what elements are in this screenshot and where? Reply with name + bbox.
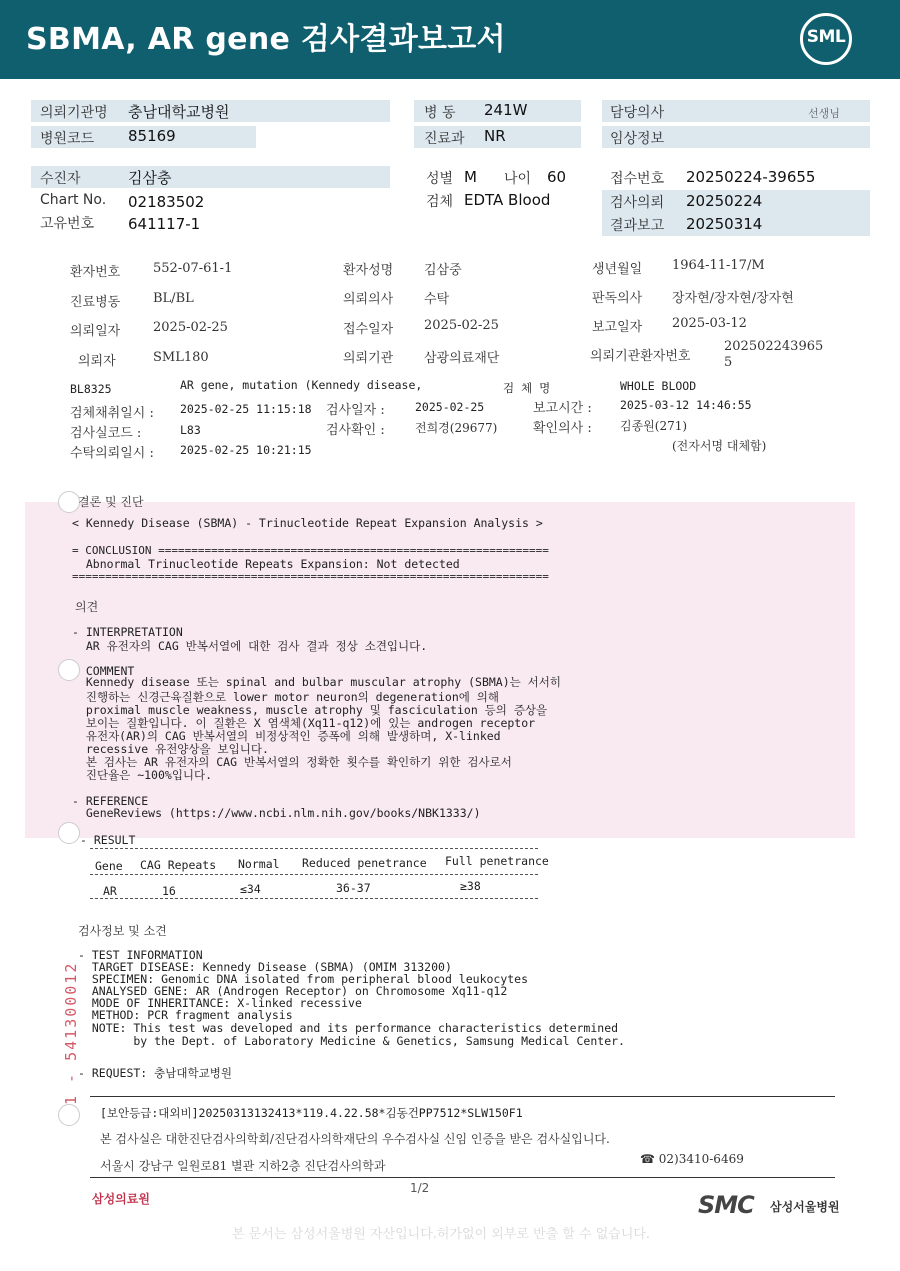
certification-text: 본 검사실은 대한진단검사의학회/진단검사의학재단의 우수검사실 신임 인증을 받은 검사실입니다. bbox=[100, 1132, 610, 1146]
interp-head: - INTERPRETATION bbox=[72, 625, 183, 639]
comment-head: COMMENT bbox=[72, 664, 135, 678]
request-date-value: 20250224 bbox=[686, 192, 763, 210]
confirm-doc-label: 확인의사 : bbox=[533, 421, 592, 436]
bl-code: BL8325 bbox=[70, 382, 112, 396]
institution-value: 충남대학교병원 bbox=[128, 103, 230, 121]
conclusion-head: = CONCLUSION =========================================================== bbox=[72, 544, 549, 557]
name-value: 김삼중 bbox=[424, 263, 462, 278]
result-col-full: Full penetrance bbox=[445, 854, 549, 868]
esign-note: (전자서명 대체함) bbox=[672, 439, 767, 453]
page-number: 1/2 bbox=[410, 1181, 430, 1195]
reader-label: 판독의사 bbox=[592, 291, 643, 306]
specimen-name-label: 검 체 명 bbox=[503, 381, 551, 395]
requester-label: 의뢰자 bbox=[78, 354, 116, 369]
dob-label: 생년월일 bbox=[592, 262, 643, 277]
dept-label: 진료과 bbox=[424, 131, 465, 147]
institution-label: 의뢰기관명 bbox=[40, 105, 108, 121]
conclusion-text: Abnormal Trinucleotide Repeats Expansion: Not detected bbox=[72, 557, 460, 571]
comment-line: 보이는 질환입니다. 이 질환은 X 염색체(Xq11-q12)에 있는 androgen receptor bbox=[72, 716, 536, 730]
page-title: SBMA, AR gene 검사결과보고서 bbox=[26, 22, 506, 57]
reference-text: GeneReviews (https://www.ncbi.nlm.nih.gov/books/NBK1333/) bbox=[72, 806, 481, 820]
comment-line: 진단율은 ~100%입니다. bbox=[72, 768, 213, 782]
result-cell-full: ≥38 bbox=[460, 879, 481, 893]
interp-text: AR 유전자의 CAG 반복서열에 대한 검사 결과 정상 소견입니다. bbox=[72, 639, 428, 653]
test-info-line: by the Dept. of Laboratory Medicine & Genetics, Samsung Medical Center. bbox=[78, 1034, 625, 1048]
report-time-label: 보고시간 : bbox=[533, 401, 592, 416]
test-info-line: - TEST INFORMATION bbox=[78, 948, 203, 962]
patno-value: 552-07-61-1 bbox=[153, 261, 233, 276]
clinic-value: BL/BL bbox=[153, 291, 194, 306]
confirm-doc-value: 김종원(271) bbox=[620, 419, 688, 433]
req-inst-label: 의뢰기관 bbox=[343, 351, 394, 366]
sex-value: M bbox=[464, 168, 477, 186]
id-label: 고유번호 bbox=[40, 216, 95, 232]
samsung-medical-logo: 삼성의료원 bbox=[92, 1192, 150, 1206]
result-cell-reduced: 36-37 bbox=[336, 881, 371, 895]
room-value: L83 bbox=[180, 423, 201, 437]
req-doc-value: 수탁 bbox=[424, 292, 450, 307]
conclusion-rule: ======================================================================== bbox=[72, 570, 549, 583]
consign-value: 2025-02-25 10:21:15 bbox=[180, 443, 312, 457]
report-time-value: 2025-03-12 14:46:55 bbox=[620, 398, 752, 412]
result-col-cag: CAG Repeats bbox=[140, 858, 217, 872]
req-date-value: 2025-02-25 bbox=[153, 320, 228, 335]
rec-date-value: 2025-02-25 bbox=[424, 318, 499, 333]
punch-hole bbox=[58, 1104, 80, 1126]
hospital-code-label: 병원코드 bbox=[40, 131, 95, 147]
rep-date-value: 2025-03-12 bbox=[672, 316, 747, 331]
comment-line: 진행하는 신경근육질환으로 lower motor neuron의 degeneration에 의해 bbox=[72, 690, 499, 704]
footer-rule bbox=[90, 1177, 835, 1178]
specimen-value: EDTA Blood bbox=[464, 191, 551, 209]
patient-bar bbox=[31, 166, 390, 188]
sex-label: 성별 bbox=[426, 171, 454, 187]
collect-value: 2025-02-25 11:15:18 bbox=[180, 402, 312, 416]
test-date-value: 2025-02-25 bbox=[415, 400, 485, 414]
rec-date-label: 접수일자 bbox=[343, 322, 394, 337]
comment-line: recessive 유전양상을 보입니다. bbox=[72, 742, 269, 756]
test-info-line: MODE OF INHERITANCE: X-linked recessive bbox=[78, 996, 362, 1010]
punch-hole bbox=[58, 491, 80, 513]
comment-line: Kennedy disease 또는 spinal and bulbar muscular atrophy (SBMA)는 서서히 bbox=[72, 675, 561, 689]
result-head: - RESULT bbox=[80, 833, 136, 847]
inst-patno-value-1: 202502243965 bbox=[724, 339, 824, 354]
section-opinion-title: 의견 bbox=[75, 600, 99, 614]
test-date-label: 검사일자 : bbox=[326, 403, 385, 418]
clinical-label: 임상정보 bbox=[610, 131, 665, 147]
punch-hole bbox=[58, 822, 80, 844]
result-cell-normal: ≤34 bbox=[240, 882, 261, 896]
smc-logo: SMC bbox=[698, 1191, 754, 1219]
ward-value: 241W bbox=[484, 101, 528, 119]
sml-logo: SML bbox=[806, 27, 846, 47]
result-col-reduced: Reduced penetrance bbox=[302, 856, 427, 870]
comment-line: proximal muscle weakness, muscle atrophy 및 fasciculation 등의 증상을 bbox=[72, 703, 548, 717]
test-info-line: SPECIMEN: Genomic DNA isolated from peripheral blood leukocytes bbox=[78, 972, 529, 986]
footer-rule bbox=[90, 1096, 835, 1097]
test-name: AR gene, mutation (Kennedy disease, bbox=[180, 378, 423, 392]
accession-value: 20250224-39655 bbox=[686, 168, 816, 186]
report-date-label: 결과보고 bbox=[610, 218, 665, 234]
ownership-notice: 본 문서는 삼성서울병원 자산입니다.허가없이 외부로 반출 할 수 없습니다. bbox=[232, 1227, 651, 1242]
test-info-line: METHOD: PCR fragment analysis bbox=[78, 1008, 293, 1022]
patient-label: 수진자 bbox=[40, 171, 81, 187]
result-rule bbox=[90, 848, 538, 849]
reader-value: 장자현/장자현/장자현 bbox=[672, 291, 794, 306]
patient-value: 김삼충 bbox=[128, 169, 172, 187]
chart-label: Chart No. bbox=[40, 192, 107, 208]
patno-label: 환자번호 bbox=[70, 265, 121, 280]
confirm-label: 검사확인 : bbox=[326, 423, 385, 438]
req-doc-label: 의뢰의사 bbox=[343, 292, 394, 307]
hospital-code-value: 85169 bbox=[128, 127, 176, 145]
inst-patno-value-2: 5 bbox=[724, 355, 733, 370]
section-conclusion-title: 결론 및 진단 bbox=[78, 495, 144, 509]
consign-label: 수탁의뢰일시 : bbox=[70, 446, 154, 461]
comment-line: 유전자(AR)의 CAG 반복서열의 비정상적인 증폭에 의해 발생하며, X-linked bbox=[72, 729, 501, 743]
result-col-normal: Normal bbox=[238, 857, 280, 871]
age-label: 나이 bbox=[504, 171, 532, 187]
test-info-line: TARGET DISEASE: Kennedy Disease (SBMA) (OMIM 313200) bbox=[78, 960, 452, 974]
result-rule bbox=[90, 874, 538, 875]
samsung-seoul-hospital-logo: 삼성서울병원 bbox=[770, 1200, 840, 1214]
accession-label: 접수번호 bbox=[610, 171, 665, 187]
collect-label: 검체채취일시 : bbox=[70, 406, 154, 421]
id-value: 641117-1 bbox=[128, 215, 201, 233]
inst-patno-label: 의뢰기관환자번호 bbox=[590, 349, 691, 364]
request-date-label: 검사의뢰 bbox=[610, 195, 665, 211]
req-date-label: 의뢰일자 bbox=[70, 324, 121, 339]
comment-line: 본 검사는 AR 유전자의 CAG 반복서열의 정확한 횟수를 확인하기 위한 검사로서 bbox=[72, 755, 512, 769]
test-info-line: ANALYSED GENE: AR (Androgen Receptor) on Chromosome Xq11-q12 bbox=[78, 984, 508, 998]
section-test-info-title: 검사정보 및 소견 bbox=[78, 924, 167, 938]
report-date-value: 20250314 bbox=[686, 215, 763, 233]
name-label: 환자성명 bbox=[343, 263, 394, 278]
doctor-suffix: 선생님 bbox=[808, 107, 840, 120]
result-cell-gene: AR bbox=[103, 884, 117, 898]
specimen-label: 검체 bbox=[426, 194, 454, 210]
clinic-label: 진료병동 bbox=[70, 295, 121, 310]
specimen-name-value: WHOLE BLOOD bbox=[620, 379, 697, 393]
request-line: - REQUEST: 충남대학교병원 bbox=[78, 1066, 232, 1080]
result-cell-cag: 16 bbox=[162, 884, 176, 898]
confirm-value: 전희경(29677) bbox=[415, 421, 498, 435]
lab-address: 서울시 강남구 일원로81 별관 지하2층 진단검사의학과 bbox=[100, 1159, 386, 1173]
req-inst-value: 삼광의료재단 bbox=[424, 351, 500, 366]
result-col-gene: Gene bbox=[95, 859, 123, 873]
rep-date-label: 보고일자 bbox=[592, 320, 643, 335]
room-label: 검사실코드 : bbox=[70, 426, 142, 441]
chart-value: 02183502 bbox=[128, 193, 205, 211]
security-line: [보안등급:대외비]20250313132413*119.4.22.58*김동건PP7512*SLW150F1 bbox=[100, 1106, 523, 1120]
reference-head: - REFERENCE bbox=[72, 794, 149, 808]
report-subtitle: < Kennedy Disease (SBMA) - Trinucleotide Repeat Expansion Analysis > bbox=[72, 516, 543, 530]
doctor-label: 담당의사 bbox=[610, 105, 665, 121]
requester-value: SML180 bbox=[153, 350, 209, 365]
ward-label: 병 동 bbox=[424, 105, 456, 121]
dob-value: 1964-11-17/M bbox=[672, 258, 765, 273]
result-rule bbox=[90, 898, 538, 899]
test-info-line: NOTE: This test was developed and its performance characteristics determined bbox=[78, 1021, 619, 1035]
side-serial-number: 1 - 541300012 bbox=[62, 961, 80, 1105]
age-value: 60 bbox=[547, 168, 567, 186]
dept-value: NR bbox=[484, 127, 506, 145]
lab-phone: ☎ 02)3410-6469 bbox=[640, 1152, 744, 1166]
